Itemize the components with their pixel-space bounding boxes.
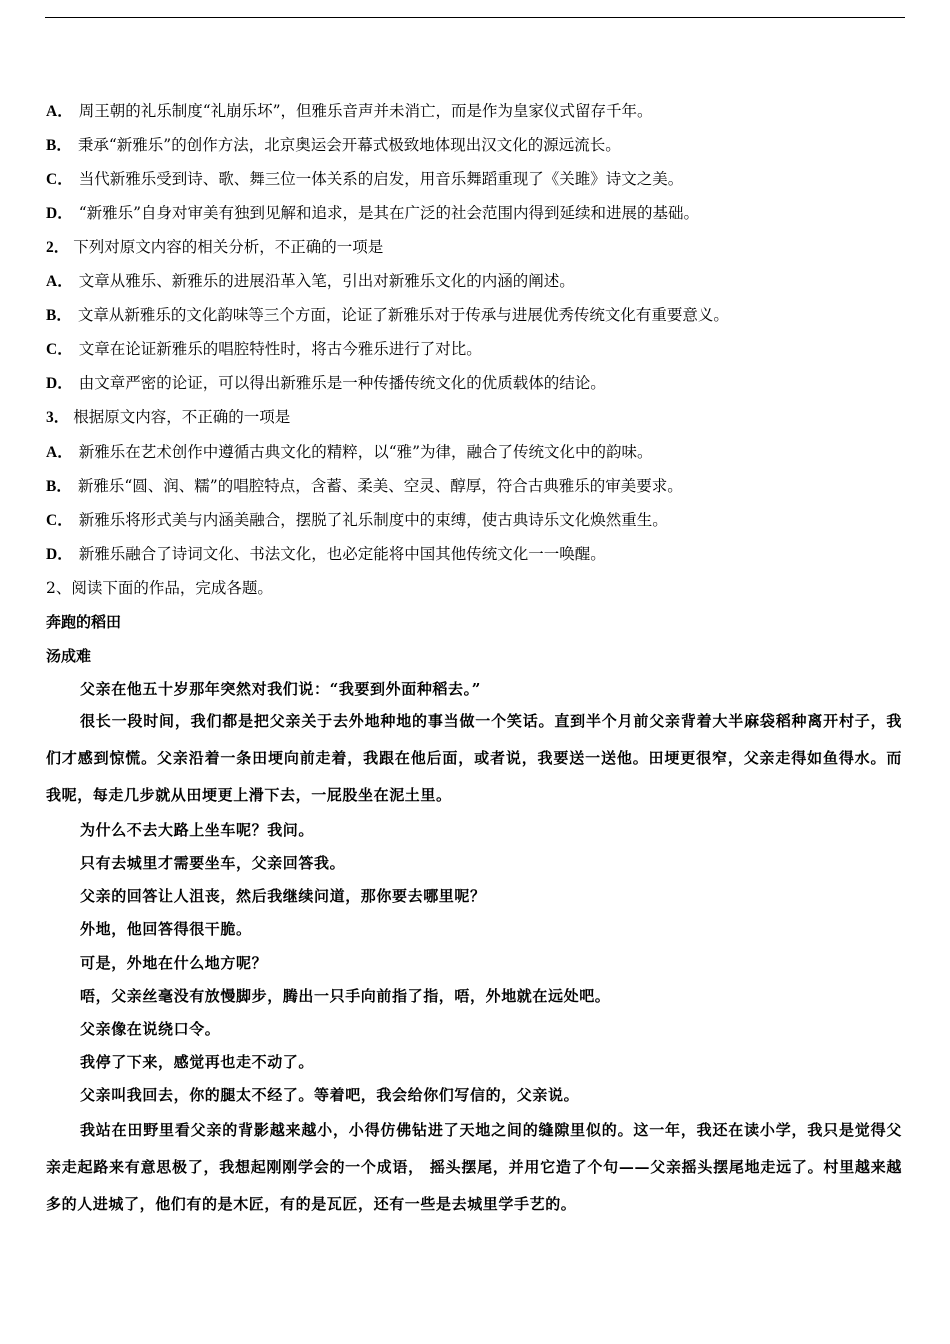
story-dialog-1: 为什么不去大路上坐车呢？我问。 <box>80 821 315 839</box>
q2-option-c <box>46 339 482 360</box>
story-dialog-4: 外地，他回答得很干脆。 <box>80 920 252 938</box>
q3-option-c <box>46 510 668 531</box>
option-letter: A． <box>46 273 73 290</box>
question-text: 根据原文内容，不正确的一项是 <box>73 408 291 426</box>
story-paragraph-1: 父亲在他五十岁那年突然对我们说：“我要到外面种稻去。” <box>80 680 481 698</box>
option-text: 文章在论证新雅乐的唱腔特性时，将古今雅乐进行了对比。 <box>78 340 482 358</box>
q1-option-d <box>46 203 699 224</box>
story-author: 汤成难 <box>46 647 92 665</box>
question-text: 下列对原文内容的相关分析，不正确的一项是 <box>73 238 384 256</box>
option-text: “新雅乐”自身对审美有独到见解和追求，是其在广泛的社会范围内得到延续和进展的基础。 <box>78 204 700 222</box>
option-text: 由文章严密的论证，可以得出新雅乐是一种传播传统文化的优质载体的结论。 <box>78 374 606 392</box>
option-text: 新雅乐融合了诗词文化、书法文化，也必定能将中国其他传统文化一一唤醒。 <box>78 545 606 563</box>
q2-option-b <box>46 305 729 326</box>
q3-option-a <box>46 442 653 463</box>
option-text: 当代新雅乐受到诗、歌、舞三位一体关系的启发，用音乐舞蹈重现了《关雎》诗文之美。 <box>78 170 684 188</box>
option-text: 文章从雅乐、新雅乐的进展沿革入笔，引出对新雅乐文化的内涵的阐述。 <box>78 272 575 290</box>
q1-option-b <box>46 135 621 156</box>
option-text: 周王朝的礼乐制度“礼崩乐坏”，但雅乐音声并未消亡，而是作为皇家仪式留存千年。 <box>78 102 653 120</box>
section-heading: 2、阅读下面的作品，完成各题。 <box>46 579 273 597</box>
story-dialog-9: 父亲叫我回去，你的腿太不经了。等着吧，我会给你们写信的，父亲说。 <box>80 1086 580 1104</box>
option-letter: D． <box>46 546 73 563</box>
option-letter: A． <box>46 444 73 461</box>
option-letter: B． <box>46 137 72 154</box>
option-text: 新雅乐将形式美与内涵美融合，摆脱了礼乐制度中的束缚，使古典诗乐文化焕然重生。 <box>78 511 668 529</box>
story-dialog-7: 父亲像在说绕口令。 <box>80 1020 221 1038</box>
header-rule <box>45 17 905 18</box>
option-letter: B． <box>46 478 72 495</box>
option-letter: D． <box>46 375 73 392</box>
option-letter: C． <box>46 512 73 529</box>
story-dialog-6: 唔，父亲丝毫没有放慢脚步，腾出一只手向前指了指，唔，外地就在远处吧。 <box>80 987 611 1005</box>
q3-option-b <box>46 476 683 497</box>
option-letter: C． <box>46 171 73 188</box>
story-dialog-3: 父亲的回答让人沮丧，然后我继续问道，那你要去哪里呢？ <box>80 887 486 905</box>
story-paragraph-3: 我站在田野里看父亲的背影越来越小，小得仿佛钻进了天地之间的缝隙里似的。这一年，我还在读小学，我只是觉得父亲走起路来有意思极了，我想起刚刚学会的一个成语， 摇头摆尾，并用它造了个句——父亲摇头摆尾地走远了。村里越来越多的人进城了，他们有的是木匠，有的是瓦匠，还有一些是去城里学手艺的。 <box>46 1121 902 1213</box>
option-letter: B． <box>46 307 72 324</box>
option-letter: C． <box>46 341 73 358</box>
q1-option-a <box>46 101 653 122</box>
option-letter: A． <box>46 103 73 120</box>
option-text: 新雅乐“圆、润、糯”的唱腔特点，含蓄、柔美、空灵、醇厚，符合古典雅乐的审美要求。 <box>77 477 683 495</box>
q1-option-c <box>46 169 683 190</box>
q2-option-d <box>46 373 606 394</box>
q3-option-d <box>46 544 606 565</box>
story-paragraph-2: 很长一段时间，我们都是把父亲关于去外地种地的事当做一个笑话。直到半个月前父亲背着大半麻袋稻种离开村子，我们才感到惊慌。父亲沿着一条田埂向前走着，我跟在他后面，或者说，我要送一送他。田埂更很窄，父亲走得如鱼得水。而我呢，每走几步就从田埂更上滑下去，一屁股坐在泥土里。 <box>46 712 902 804</box>
question-number: 3． <box>46 409 70 426</box>
option-letter: D． <box>46 205 73 222</box>
story-dialog-5: 可是，外地在什么地方呢？ <box>80 954 268 972</box>
story-dialog-8: 我停了下来，感觉再也走不动了。 <box>80 1053 315 1071</box>
q3-stem <box>46 407 290 428</box>
question-number: 2． <box>46 239 70 256</box>
story-title: 奔跑的稻田 <box>46 613 122 631</box>
option-text: 文章从新雅乐的文化韵味等三个方面，论证了新雅乐对于传承与进展优秀传统文化有重要意义。 <box>77 306 729 324</box>
option-text: 新雅乐在艺术创作中遵循古典文化的精粹，以“雅”为律，融合了传统文化中的韵味。 <box>78 443 653 461</box>
q2-option-a <box>46 271 575 292</box>
story-dialog-2: 只有去城里才需要坐车，父亲回答我。 <box>80 854 346 872</box>
q2-stem <box>46 237 383 258</box>
option-text: 秉承“新雅乐”的创作方法，北京奥运会开幕式极致地体现出汉文化的源远流长。 <box>77 136 621 154</box>
